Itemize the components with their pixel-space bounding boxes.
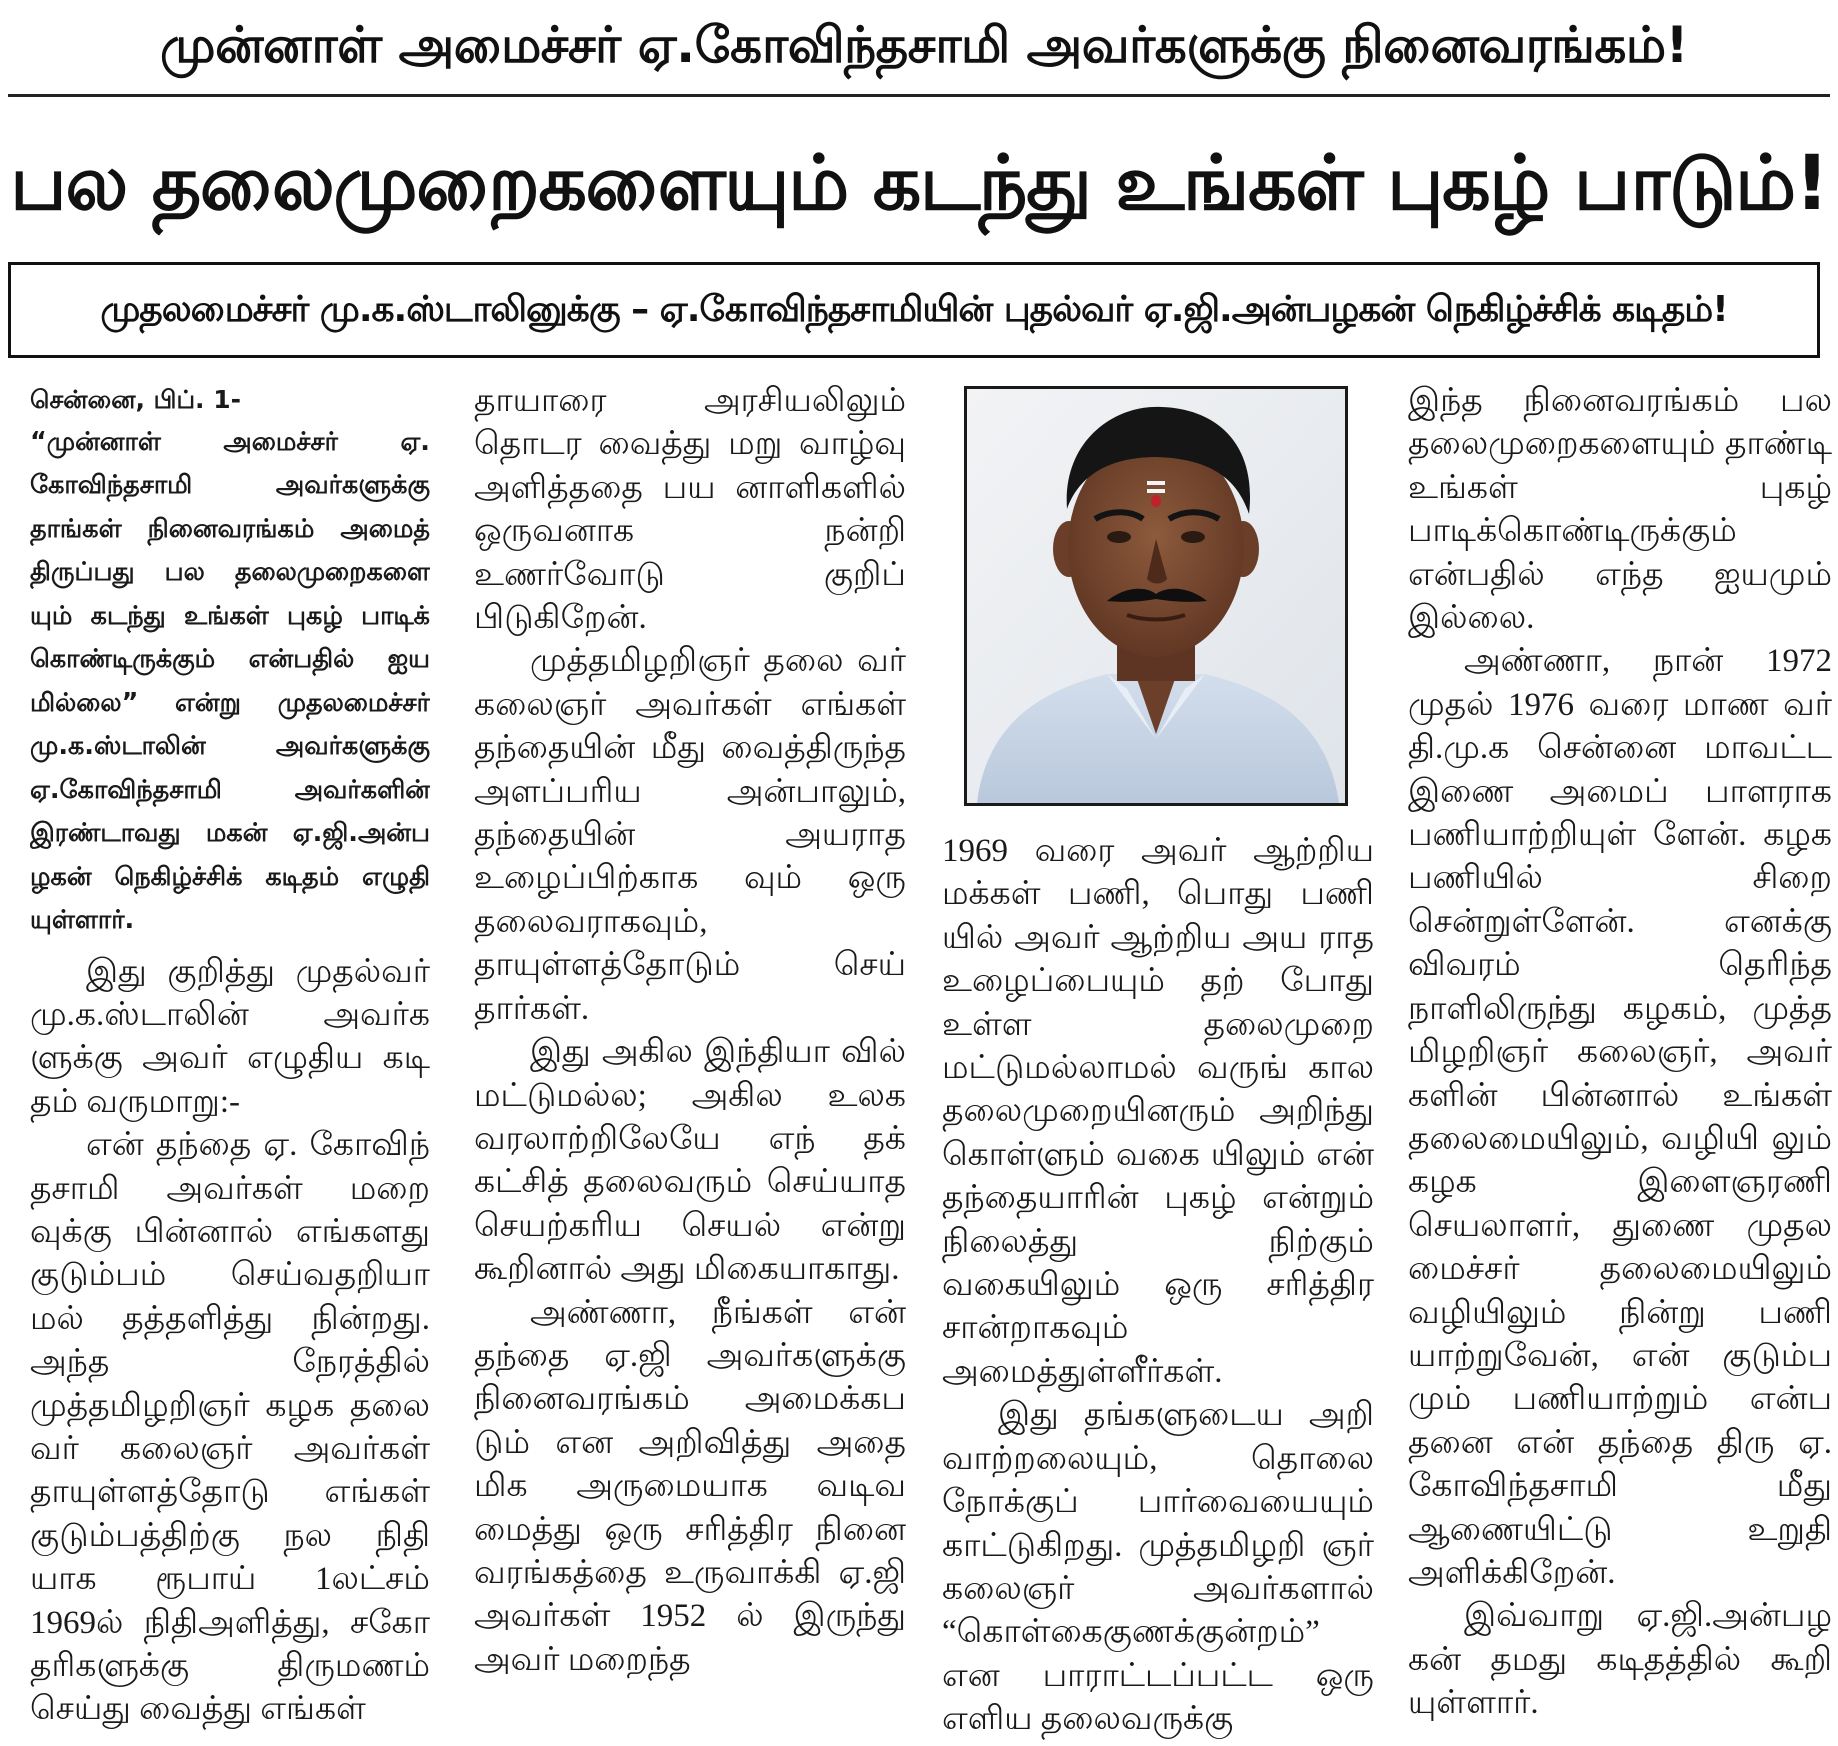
portrait-photo — [964, 386, 1348, 806]
portrait-photo-icon — [967, 389, 1345, 803]
paragraph: இது அகில இந்தியா வில் மட்டுமல்ல; அகில உலக வரலாற்றிலேயே எந் தக் கட்சித் தலைவரும் செய்யாத செயற்கரிய செயல் என்று கூறினால் அது மிகையாகாது. — [474, 1034, 906, 1288]
article-intro: “முன்னாள் அமைச்சர் ஏ. கோவிந்தசாமி அவர்களுக்கு தாங்கள் நினைவரங்கம் அமைத் திருப்பது பல தலைமுறைகளை யும் கடந்து உங்கள் புகழ் பாடிக் கொண்டிருக்கும் என்பதில் ஐய மில்லை” என்று முதலமைச்சர் மு.க.ஸ்டாலின் அவர்களுக்கு ஏ.கோவிந்தசாமி அவர்களின் இரண்டாவது மகன் ஏ.ஜி.அன்ப ழகன் நெகிழ்ச்சிக் கடிதம் எழுதி யுள்ளார். — [30, 426, 430, 935]
paragraph: அண்ணா, நீங்கள் என் தந்தை ஏ.ஜி அவர்களுக்கு நினைவரங்கம் அமைக்கப டும் என அறிவித்து அதை மிக அருமையாக வடிவ மைத்து ஒரு சரித்திர நினை வரங்கத்தை உருவாக்கி ஏ.ஜி அவர்கள் 1952 ல் இருந்து அவர் மறைந்த — [474, 1294, 906, 1678]
paragraph: 1969 வரை அவர் ஆற்றிய மக்கள் பணி, பொது பணி யில் அவர் ஆற்றிய அய ராத உழைப்பையும் தற் போது உள்ள தலைமுறை மட்டுமல்லாமல் வருங் கால தலைமுறையினரும் அறிந்து கொள்ளும் வகை யிலும் என் தந்தையாரின் புகழ் என்றும் நிலைத்து நிற்கும் வகையிலும் ஒரு சரித்திர சான்றாகவும் அமைத்துள்ளீர்கள். — [942, 833, 1374, 1390]
paragraph: இது குறித்து முதல்வர் மு.க.ஸ்டாலின் அவர்க ளுக்கு அவர் எழுதிய கடி தம் வருமாறு:- — [30, 953, 430, 1120]
subheadline-box — [8, 262, 1820, 358]
paragraph: அண்ணா, நான் 1972 முதல் 1976 வரை மாண வர் தி.மு.க சென்னை மாவட்ட இணை அமைப் பாளராக பணியாற்றியுள் ளேன். கழக பணியில் சிறை சென்றுள்ளேன். எனக்கு விவரம் தெரிந்த நாளிலிருந்து கழகம், முத்த மிழறிஞர் கலைஞர், அவர் களின் பின்னால் உங்கள் தலைமையிலும், வழியி லும் கழக இளைஞரணி செயலாளர், துணை முதல மைச்சர் தலைமையிலும் வழியிலும் நின்று பணி யாற்றுவேன், என் குடும்ப மும் பணியாற்றும் என்ப தனை என் தந்தை திரு ஏ. கோவிந்தசாமி மீது ஆணையிட்டு உறுதி அளிக்கிறேன். — [1408, 643, 1832, 1591]
article-column-3 — [942, 830, 1374, 1740]
paragraph: இந்த நினைவரங்கம் பல தலைமுறைகளையும் தாண்டி உங்கள் புகழ் பாடிக்கொண்டிருக்கும் என்பதில் எந்த ஐயமும் இல்லை. — [1408, 383, 1832, 637]
paragraph: முத்தமிழறிஞர் தலை வர் கலைஞர் அவர்கள் எங்கள் தந்தையின் மீது வைத்திருந்த அளப்பரிய அன்பாலும், தந்தையின் அயராத உழைப்பிற்காக வும் ஒரு தலைவராகவும், தாயுள்ளத்தோடும் செய் தார்கள். — [474, 643, 906, 1027]
article-column-1 — [30, 380, 430, 1740]
paragraph: இது தங்களுடைய அறி வாற்றலையும், தொலை நோக்குப் பார்வையையும் காட்டுகிறது. முத்தமிழறி ஞர் கலைஞர் அவர்களால் “கொள்கைகுணக்குன்றம்” என பாராட்டப்பட்ட ஒரு எளிய தலைவருக்கு — [942, 1397, 1374, 1738]
paragraph: தாயாரை அரசியலிலும் தொடர வைத்து மறு வாழ்வு அளித்ததை பய னாளிகளில் ஒருவனாக நன்றி உணர்வோடு குறிப் பிடுகிறேன். — [474, 383, 906, 637]
kicker-headline: முன்னாள் அமைச்சர் ஏ.கோவிந்தசாமி அவர்களுக்கு நினைவரங்கம்! — [160, 16, 1688, 74]
article-column-4 — [1408, 380, 1832, 1740]
paragraph: என் தந்தை ஏ. கோவிந் தசாமி அவர்கள் மறை வுக்கு பின்னால் எங்களது குடும்பம் செய்வதறியா மல் தத்தளித்து நின்றது. அந்த நேரத்தில் முத்தமிழறிஞர் கழக தலை வர் கலைஞர் அவர்கள் தாயுள்ளத்தோடு எங்கள் குடும்பத்திற்கு நல நிதி யாக ரூபாய் 1லட்சம் 1969ல் நிதிஅளித்து, சகோ தரிகளுக்கு திருமணம் செய்து வைத்து எங்கள் — [30, 1127, 430, 1728]
headline-rule — [8, 94, 1830, 97]
main-headline: பல தலைமுறைகளையும் கடந்து உங்கள் புகழ் பாடும்! — [10, 138, 1828, 227]
dateline: சென்னை, பிப். 1- — [30, 385, 242, 414]
article-column-2 — [474, 380, 906, 1740]
paragraph: இவ்வாறு ஏ.ஜி.அன்பழ கன் தமது கடிதத்தில் கூறி யுள்ளார். — [1408, 1598, 1832, 1722]
subheadline: முதலமைச்சர் மு.க.ஸ்டாலினுக்கு – ஏ.கோவிந்தசாமியின் புதல்வர் ஏ.ஜி.அன்பழகன் நெகிழ்ச்சிக் கடிதம்! — [100, 289, 1728, 330]
